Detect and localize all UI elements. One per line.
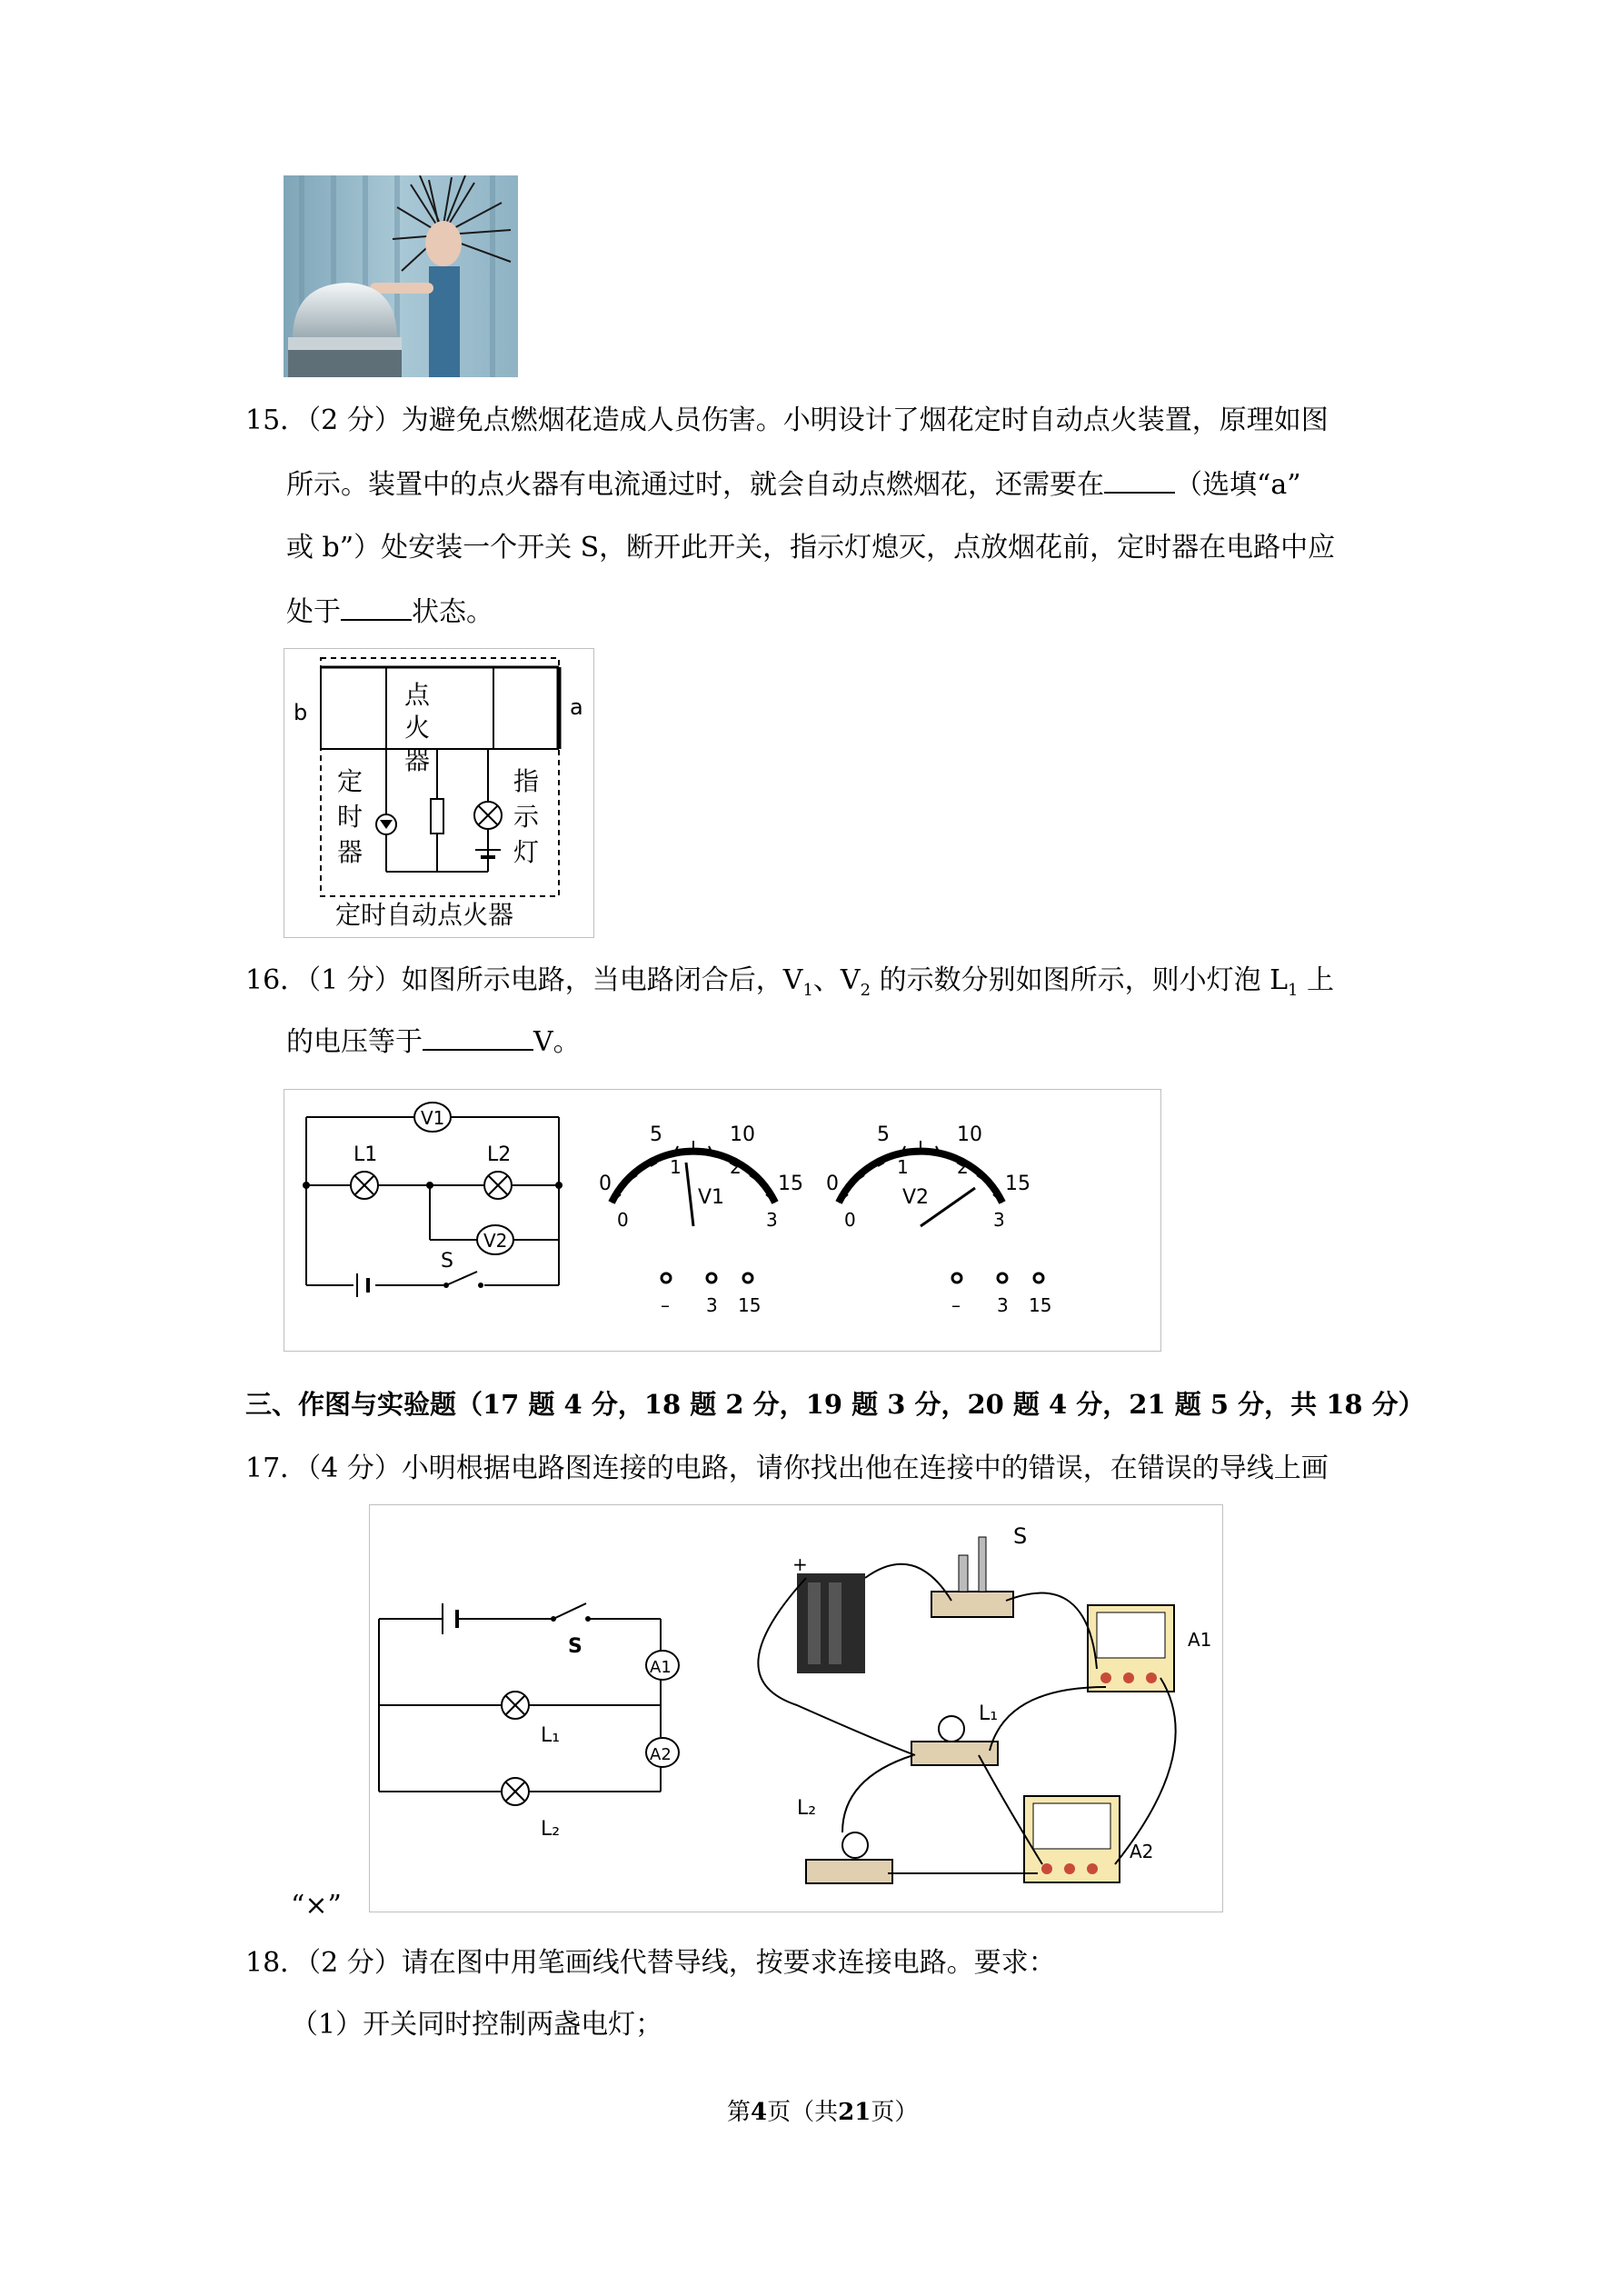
- m2-term-15: 15: [1029, 1294, 1052, 1316]
- q15-line4: [286, 594, 493, 631]
- m1-inner-2: 2: [730, 1156, 742, 1178]
- footer-post: 页）: [871, 2099, 919, 2126]
- phys-a2-label: A2: [1130, 1841, 1154, 1862]
- m2-inner-2: 2: [957, 1156, 969, 1178]
- timer-label-2: 时: [337, 802, 363, 832]
- q15-line2-option: （选填“a”: [1175, 469, 1301, 501]
- m2-outer-15: 15: [1005, 1173, 1031, 1195]
- q15-line2-text: 所示。装置中的点火器有电流通过时，就会自动点燃烟花，还需要在: [286, 469, 1104, 501]
- q16-circuit-figure: [284, 1089, 1161, 1352]
- ammeter-a1: [1088, 1605, 1211, 1692]
- a2-symbol: A2: [650, 1745, 672, 1764]
- q17-l1-label: L₁: [541, 1724, 561, 1747]
- bulb-l2: [797, 1797, 892, 1883]
- q16-line2-text: 的电压等于: [286, 1026, 423, 1058]
- battery-pack: [792, 1553, 865, 1673]
- q16-sub-1: 1: [802, 981, 813, 1000]
- q16-sub-2: 2: [860, 981, 871, 1000]
- q15-line4-text: 处于: [286, 596, 341, 628]
- q16-line1-c: 的示数分别如图所示，则小灯泡 L: [871, 964, 1289, 996]
- q17-line1: 17．（4 分）小明根据电路图连接的电路，请你找出他在连接中的错误，在错误的导线上画: [245, 1452, 1329, 1484]
- v1-symbol: V1: [421, 1107, 445, 1129]
- phys-l1-label: L₁: [979, 1702, 999, 1725]
- q16-line1-b: 、V: [812, 964, 861, 996]
- footer-page-number: 4: [751, 2099, 768, 2126]
- m2-term-neg: –: [951, 1294, 961, 1316]
- timer-label-3: 器: [337, 837, 363, 867]
- van-de-graaff-photo: [284, 175, 518, 377]
- bulb-l1: [911, 1702, 998, 1765]
- m1-inner-0: 0: [617, 1209, 629, 1231]
- timer-label-1: 定: [337, 766, 363, 796]
- q15-circuit-figure: [284, 648, 594, 938]
- ignitor-label-3: 器: [404, 745, 431, 775]
- q16-sub-3: 1: [1288, 981, 1299, 1000]
- terminal-b-label: b: [294, 700, 308, 725]
- m2-label: V2: [902, 1186, 930, 1209]
- v2-symbol: V2: [483, 1230, 508, 1252]
- page-footer: [727, 2094, 918, 2131]
- footer-pre: 第: [727, 2099, 752, 2126]
- m1-outer-5: 5: [650, 1123, 662, 1146]
- igniter-caption: 定时自动点火器: [335, 900, 514, 930]
- igniter-circuit-diagram: [284, 649, 593, 937]
- physical-switch: [931, 1523, 1027, 1617]
- m1-label: V1: [698, 1186, 725, 1209]
- photo-illustration: [284, 175, 518, 377]
- ignitor-label-2: 火: [404, 713, 431, 743]
- terminal-a-label: a: [570, 694, 583, 720]
- phys-switch-label: S: [1013, 1523, 1028, 1549]
- section-3-heading: 三、作图与实验题（17 题 4 分，18 题 2 分，19 题 3 分，20 题 4 分，21 题 5 分，共 18 分）: [245, 1389, 1425, 1420]
- q18-line1: 18．（2 分）请在图中用笔画线代替导线，按要求连接电路。要求：: [245, 1947, 1056, 1979]
- m2-outer-5: 5: [877, 1123, 890, 1146]
- m2-inner-3: 3: [993, 1209, 1005, 1231]
- voltmeter-circuit-diagram: [284, 1090, 1160, 1351]
- m1-term-3: 3: [706, 1294, 718, 1316]
- q17-l2-label: L₂: [541, 1818, 561, 1841]
- indicator-label-2: 示: [513, 802, 540, 832]
- q15-line3: 或 b”）处安装一个开关 S，断开此开关，指示灯熄灭，点放烟花前，定时器在电路中应: [286, 532, 1336, 564]
- m1-outer-10: 10: [730, 1123, 755, 1146]
- q15-blank-2[interactable]: [341, 594, 412, 621]
- q16-line1: [245, 963, 1334, 1009]
- q18-item1: （1）开关同时控制两盏电灯；: [291, 2009, 663, 2041]
- phys-l2-label: L₂: [797, 1797, 817, 1820]
- switch-s-label: S: [441, 1250, 453, 1273]
- m2-inner-1: 1: [897, 1156, 909, 1178]
- voltmeter-2-dial: [826, 1123, 1051, 1316]
- q16-line2-unit: V。: [533, 1026, 581, 1058]
- m2-inner-0: 0: [844, 1209, 856, 1231]
- ammeter-circuit-diagram: [370, 1505, 1222, 1912]
- m2-term-3: 3: [997, 1294, 1009, 1316]
- m1-outer-15: 15: [778, 1173, 803, 1195]
- footer-mid: 页（共: [767, 2099, 839, 2126]
- indicator-label-1: 指: [513, 766, 540, 796]
- m1-term-15: 15: [738, 1294, 762, 1316]
- ignitor-label-1: 点: [404, 680, 431, 710]
- q16-line1-a: 16．（1 分）如图所示电路，当电路闭合后，V: [245, 964, 803, 996]
- voltmeter-1-dial: [599, 1123, 803, 1316]
- q15-line1: 15．（2 分）为避免点燃烟花造成人员伤害。小明设计了烟花定时自动点火装置，原理如图: [245, 404, 1329, 436]
- m1-inner-3: 3: [766, 1209, 778, 1231]
- m1-inner-1: 1: [670, 1156, 682, 1178]
- m1-outer-0: 0: [599, 1173, 612, 1195]
- voltmeter-1-needle: [686, 1163, 693, 1226]
- m2-outer-10: 10: [957, 1123, 982, 1146]
- l1-label: L1: [353, 1143, 378, 1166]
- l2-label: L2: [487, 1143, 512, 1166]
- svg-text:+: +: [792, 1553, 808, 1575]
- m1-term-neg: –: [661, 1294, 670, 1316]
- m2-outer-0: 0: [826, 1173, 839, 1195]
- q16-line2: [286, 1023, 581, 1061]
- indicator-label-3: 灯: [513, 837, 540, 867]
- phys-a1-label: A1: [1188, 1629, 1212, 1651]
- footer-total-pages: 21: [838, 2099, 871, 2126]
- q16-blank[interactable]: [423, 1023, 533, 1051]
- q16-line1-d: 上: [1298, 964, 1335, 996]
- q15-blank-1[interactable]: [1104, 466, 1175, 494]
- q17-cross-mark: “×”: [291, 1890, 342, 1922]
- q15-line2: [286, 466, 1301, 504]
- q17-switch-label: S: [568, 1635, 582, 1658]
- q15-line4-end: 状态。: [412, 596, 493, 628]
- q17-circuit-figure: [369, 1504, 1223, 1912]
- a1-symbol: A1: [650, 1658, 672, 1677]
